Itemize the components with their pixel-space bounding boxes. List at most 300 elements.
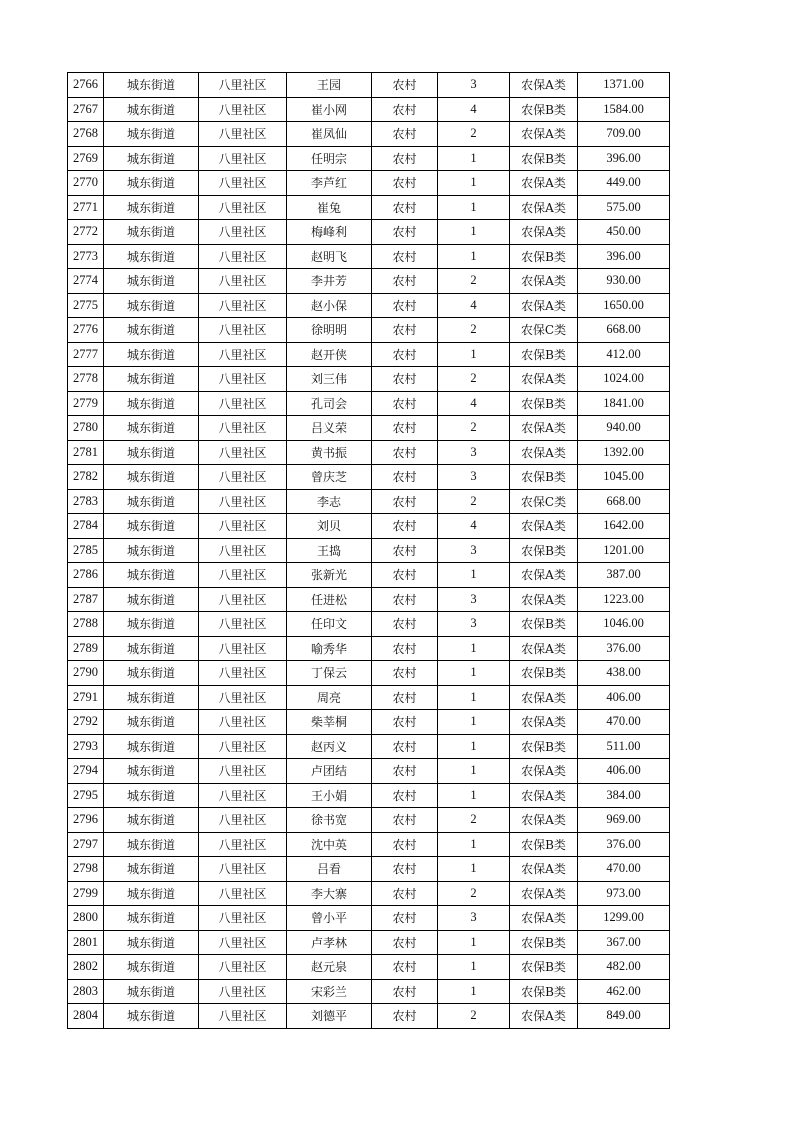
row-number-cell: 2775 [68,293,104,318]
community-cell: 八里社区 [199,661,287,686]
household-size-cell: 2 [438,881,510,906]
household-size-cell: 1 [438,244,510,269]
street-cell: 城东街道 [104,734,199,759]
household-size-cell: 1 [438,759,510,784]
community-cell: 八里社区 [199,465,287,490]
row-number-cell: 2791 [68,685,104,710]
area-type-cell: 农村 [372,955,438,980]
community-cell: 八里社区 [199,538,287,563]
street-cell: 城东街道 [104,979,199,1004]
area-type-cell: 农村 [372,906,438,931]
table-row [68,808,670,833]
row-number-cell: 2772 [68,220,104,245]
table-row [68,759,670,784]
person-name-cell: 孔司会 [287,391,372,416]
area-type-cell: 农村 [372,489,438,514]
street-cell: 城东街道 [104,930,199,955]
table-row [68,489,670,514]
amount-cell: 511.00 [578,734,670,759]
person-name-cell: 梅峰利 [287,220,372,245]
household-size-cell: 1 [438,685,510,710]
community-cell: 八里社区 [199,930,287,955]
insurance-category-cell: 农保B类 [510,661,578,686]
row-number-cell: 2788 [68,612,104,637]
insurance-category-cell: 农保A类 [510,759,578,784]
community-cell: 八里社区 [199,171,287,196]
amount-cell: 376.00 [578,832,670,857]
area-type-cell: 农村 [372,220,438,245]
street-cell: 城东街道 [104,685,199,710]
table-row [68,244,670,269]
amount-cell: 1650.00 [578,293,670,318]
row-number-cell: 2797 [68,832,104,857]
person-name-cell: 赵小保 [287,293,372,318]
area-type-cell: 农村 [372,832,438,857]
area-type-cell: 农村 [372,734,438,759]
table-row [68,955,670,980]
street-cell: 城东街道 [104,587,199,612]
table-row [68,612,670,637]
table-row [68,73,670,98]
household-size-cell: 2 [438,416,510,441]
household-size-cell: 2 [438,318,510,343]
area-type-cell: 农村 [372,440,438,465]
person-name-cell: 崔小网 [287,97,372,122]
table-row [68,636,670,661]
table-row [68,734,670,759]
street-cell: 城东街道 [104,955,199,980]
household-size-cell: 1 [438,195,510,220]
amount-cell: 367.00 [578,930,670,955]
street-cell: 城东街道 [104,122,199,147]
person-name-cell: 王小娟 [287,783,372,808]
area-type-cell: 农村 [372,269,438,294]
household-size-cell: 2 [438,489,510,514]
area-type-cell: 农村 [372,318,438,343]
amount-cell: 396.00 [578,244,670,269]
amount-cell: 1299.00 [578,906,670,931]
street-cell: 城东街道 [104,171,199,196]
insurance-category-cell: 农保A类 [510,808,578,833]
amount-cell: 1584.00 [578,97,670,122]
amount-cell: 384.00 [578,783,670,808]
records-table [67,72,670,1029]
community-cell: 八里社区 [199,269,287,294]
table-row [68,391,670,416]
community-cell: 八里社区 [199,122,287,147]
insurance-category-cell: 农保C类 [510,318,578,343]
area-type-cell: 农村 [372,881,438,906]
table-row [68,857,670,882]
area-type-cell: 农村 [372,244,438,269]
table-row [68,146,670,171]
street-cell: 城东街道 [104,636,199,661]
insurance-category-cell: 农保A类 [510,220,578,245]
insurance-category-cell: 农保A类 [510,587,578,612]
community-cell: 八里社区 [199,636,287,661]
area-type-cell: 农村 [372,930,438,955]
household-size-cell: 1 [438,979,510,1004]
insurance-category-cell: 农保A类 [510,636,578,661]
person-name-cell: 喻秀华 [287,636,372,661]
person-name-cell: 任明宗 [287,146,372,171]
area-type-cell: 农村 [372,146,438,171]
table-row [68,538,670,563]
insurance-category-cell: 农保B类 [510,244,578,269]
amount-cell: 396.00 [578,146,670,171]
household-size-cell: 1 [438,832,510,857]
amount-cell: 668.00 [578,318,670,343]
person-name-cell: 李芦红 [287,171,372,196]
area-type-cell: 农村 [372,416,438,441]
row-number-cell: 2784 [68,514,104,539]
row-number-cell: 2768 [68,122,104,147]
row-number-cell: 2783 [68,489,104,514]
insurance-category-cell: 农保A类 [510,514,578,539]
amount-cell: 930.00 [578,269,670,294]
household-size-cell: 4 [438,293,510,318]
table-row [68,171,670,196]
area-type-cell: 农村 [372,685,438,710]
row-number-cell: 2800 [68,906,104,931]
person-name-cell: 卢孝林 [287,930,372,955]
person-name-cell: 赵明飞 [287,244,372,269]
street-cell: 城东街道 [104,783,199,808]
street-cell: 城东街道 [104,1004,199,1029]
area-type-cell: 农村 [372,1004,438,1029]
insurance-category-cell: 农保B类 [510,979,578,1004]
community-cell: 八里社区 [199,146,287,171]
street-cell: 城东街道 [104,318,199,343]
amount-cell: 376.00 [578,636,670,661]
person-name-cell: 刘三伟 [287,367,372,392]
person-name-cell: 赵开侠 [287,342,372,367]
amount-cell: 1024.00 [578,367,670,392]
community-cell: 八里社区 [199,881,287,906]
insurance-category-cell: 农保B类 [510,342,578,367]
street-cell: 城东街道 [104,710,199,735]
community-cell: 八里社区 [199,1004,287,1029]
community-cell: 八里社区 [199,808,287,833]
street-cell: 城东街道 [104,612,199,637]
community-cell: 八里社区 [199,220,287,245]
person-name-cell: 卢团结 [287,759,372,784]
person-name-cell: 黄书振 [287,440,372,465]
community-cell: 八里社区 [199,244,287,269]
street-cell: 城东街道 [104,269,199,294]
insurance-category-cell: 农保A类 [510,906,578,931]
amount-cell: 969.00 [578,808,670,833]
household-size-cell: 3 [438,440,510,465]
area-type-cell: 农村 [372,514,438,539]
community-cell: 八里社区 [199,979,287,1004]
insurance-category-cell: 农保A类 [510,783,578,808]
row-number-cell: 2790 [68,661,104,686]
insurance-category-cell: 农保A类 [510,857,578,882]
area-type-cell: 农村 [372,122,438,147]
person-name-cell: 沈中英 [287,832,372,857]
row-number-cell: 2795 [68,783,104,808]
amount-cell: 668.00 [578,489,670,514]
row-number-cell: 2786 [68,563,104,588]
row-number-cell: 2793 [68,734,104,759]
amount-cell: 387.00 [578,563,670,588]
household-size-cell: 1 [438,342,510,367]
community-cell: 八里社区 [199,73,287,98]
amount-cell: 1201.00 [578,538,670,563]
household-size-cell: 1 [438,955,510,980]
amount-cell: 1223.00 [578,587,670,612]
area-type-cell: 农村 [372,979,438,1004]
row-number-cell: 2766 [68,73,104,98]
insurance-category-cell: 农保A类 [510,685,578,710]
insurance-category-cell: 农保A类 [510,171,578,196]
amount-cell: 449.00 [578,171,670,196]
row-number-cell: 2789 [68,636,104,661]
street-cell: 城东街道 [104,489,199,514]
household-size-cell: 1 [438,710,510,735]
street-cell: 城东街道 [104,514,199,539]
household-size-cell: 3 [438,73,510,98]
insurance-category-cell: 农保B类 [510,97,578,122]
amount-cell: 1392.00 [578,440,670,465]
person-name-cell: 柴莘桐 [287,710,372,735]
area-type-cell: 农村 [372,538,438,563]
area-type-cell: 农村 [372,195,438,220]
table-row [68,832,670,857]
person-name-cell: 吕看 [287,857,372,882]
amount-cell: 1371.00 [578,73,670,98]
area-type-cell: 农村 [372,97,438,122]
area-type-cell: 农村 [372,612,438,637]
street-cell: 城东街道 [104,244,199,269]
table-row [68,318,670,343]
community-cell: 八里社区 [199,955,287,980]
community-cell: 八里社区 [199,489,287,514]
row-number-cell: 2804 [68,1004,104,1029]
insurance-category-cell: 农保A类 [510,881,578,906]
community-cell: 八里社区 [199,587,287,612]
amount-cell: 438.00 [578,661,670,686]
insurance-category-cell: 农保A类 [510,416,578,441]
person-name-cell: 徐明明 [287,318,372,343]
table-row [68,220,670,245]
household-size-cell: 1 [438,930,510,955]
row-number-cell: 2798 [68,857,104,882]
community-cell: 八里社区 [199,342,287,367]
area-type-cell: 农村 [372,73,438,98]
street-cell: 城东街道 [104,538,199,563]
community-cell: 八里社区 [199,195,287,220]
area-type-cell: 农村 [372,465,438,490]
area-type-cell: 农村 [372,563,438,588]
household-size-cell: 2 [438,808,510,833]
person-name-cell: 王捣 [287,538,372,563]
insurance-category-cell: 农保A类 [510,73,578,98]
amount-cell: 575.00 [578,195,670,220]
person-name-cell: 崔兔 [287,195,372,220]
amount-cell: 1841.00 [578,391,670,416]
household-size-cell: 3 [438,612,510,637]
row-number-cell: 2799 [68,881,104,906]
household-size-cell: 2 [438,367,510,392]
table-body [68,73,670,1029]
table-row [68,587,670,612]
street-cell: 城东街道 [104,563,199,588]
area-type-cell: 农村 [372,171,438,196]
table-row [68,906,670,931]
table-row [68,930,670,955]
community-cell: 八里社区 [199,416,287,441]
table-row [68,342,670,367]
amount-cell: 450.00 [578,220,670,245]
insurance-category-cell: 农保B类 [510,391,578,416]
insurance-category-cell: 农保A类 [510,293,578,318]
person-name-cell: 李大寨 [287,881,372,906]
table-row [68,685,670,710]
street-cell: 城东街道 [104,416,199,441]
street-cell: 城东街道 [104,808,199,833]
household-size-cell: 1 [438,734,510,759]
table-row [68,979,670,1004]
community-cell: 八里社区 [199,293,287,318]
insurance-category-cell: 农保A类 [510,122,578,147]
table-row [68,783,670,808]
table-row [68,440,670,465]
street-cell: 城东街道 [104,465,199,490]
row-number-cell: 2801 [68,930,104,955]
amount-cell: 973.00 [578,881,670,906]
street-cell: 城东街道 [104,857,199,882]
insurance-category-cell: 农保A类 [510,1004,578,1029]
table-row [68,563,670,588]
insurance-category-cell: 农保B类 [510,930,578,955]
household-size-cell: 3 [438,906,510,931]
area-type-cell: 农村 [372,391,438,416]
row-number-cell: 2777 [68,342,104,367]
insurance-category-cell: 农保B类 [510,465,578,490]
area-type-cell: 农村 [372,367,438,392]
person-name-cell: 任印文 [287,612,372,637]
area-type-cell: 农村 [372,342,438,367]
insurance-category-cell: 农保A类 [510,710,578,735]
insurance-category-cell: 农保A类 [510,563,578,588]
row-number-cell: 2771 [68,195,104,220]
community-cell: 八里社区 [199,440,287,465]
person-name-cell: 李志 [287,489,372,514]
household-size-cell: 4 [438,97,510,122]
person-name-cell: 赵丙义 [287,734,372,759]
row-number-cell: 2792 [68,710,104,735]
table-row [68,367,670,392]
row-number-cell: 2776 [68,318,104,343]
row-number-cell: 2780 [68,416,104,441]
area-type-cell: 农村 [372,783,438,808]
community-cell: 八里社区 [199,783,287,808]
person-name-cell: 刘贝 [287,514,372,539]
table-row [68,416,670,441]
amount-cell: 482.00 [578,955,670,980]
community-cell: 八里社区 [199,514,287,539]
community-cell: 八里社区 [199,759,287,784]
community-cell: 八里社区 [199,857,287,882]
table-row [68,97,670,122]
person-name-cell: 王园 [287,73,372,98]
household-size-cell: 1 [438,857,510,882]
insurance-category-cell: 农保B类 [510,832,578,857]
row-number-cell: 2785 [68,538,104,563]
street-cell: 城东街道 [104,220,199,245]
insurance-category-cell: 农保A类 [510,269,578,294]
area-type-cell: 农村 [372,808,438,833]
table-row [68,122,670,147]
insurance-category-cell: 农保B类 [510,955,578,980]
insurance-category-cell: 农保B类 [510,612,578,637]
table-row [68,195,670,220]
table-row [68,1004,670,1029]
area-type-cell: 农村 [372,293,438,318]
amount-cell: 940.00 [578,416,670,441]
community-cell: 八里社区 [199,318,287,343]
household-size-cell: 4 [438,514,510,539]
area-type-cell: 农村 [372,661,438,686]
row-number-cell: 2770 [68,171,104,196]
table-row [68,465,670,490]
amount-cell: 406.00 [578,759,670,784]
household-size-cell: 3 [438,538,510,563]
row-number-cell: 2769 [68,146,104,171]
household-size-cell: 1 [438,661,510,686]
community-cell: 八里社区 [199,906,287,931]
community-cell: 八里社区 [199,563,287,588]
person-name-cell: 曾小平 [287,906,372,931]
row-number-cell: 2794 [68,759,104,784]
community-cell: 八里社区 [199,832,287,857]
street-cell: 城东街道 [104,759,199,784]
row-number-cell: 2774 [68,269,104,294]
person-name-cell: 崔凤仙 [287,122,372,147]
community-cell: 八里社区 [199,612,287,637]
amount-cell: 1045.00 [578,465,670,490]
amount-cell: 1642.00 [578,514,670,539]
table-row [68,293,670,318]
row-number-cell: 2767 [68,97,104,122]
household-size-cell: 1 [438,636,510,661]
community-cell: 八里社区 [199,391,287,416]
amount-cell: 406.00 [578,685,670,710]
street-cell: 城东街道 [104,293,199,318]
person-name-cell: 吕义荣 [287,416,372,441]
community-cell: 八里社区 [199,685,287,710]
insurance-category-cell: 农保B类 [510,734,578,759]
amount-cell: 1046.00 [578,612,670,637]
insurance-category-cell: 农保A类 [510,440,578,465]
street-cell: 城东街道 [104,391,199,416]
area-type-cell: 农村 [372,759,438,784]
row-number-cell: 2796 [68,808,104,833]
street-cell: 城东街道 [104,881,199,906]
street-cell: 城东街道 [104,661,199,686]
person-name-cell: 任进松 [287,587,372,612]
insurance-category-cell: 农保B类 [510,146,578,171]
person-name-cell: 赵元泉 [287,955,372,980]
row-number-cell: 2787 [68,587,104,612]
table-row [68,269,670,294]
amount-cell: 462.00 [578,979,670,1004]
street-cell: 城东街道 [104,73,199,98]
community-cell: 八里社区 [199,97,287,122]
insurance-category-cell: 农保C类 [510,489,578,514]
